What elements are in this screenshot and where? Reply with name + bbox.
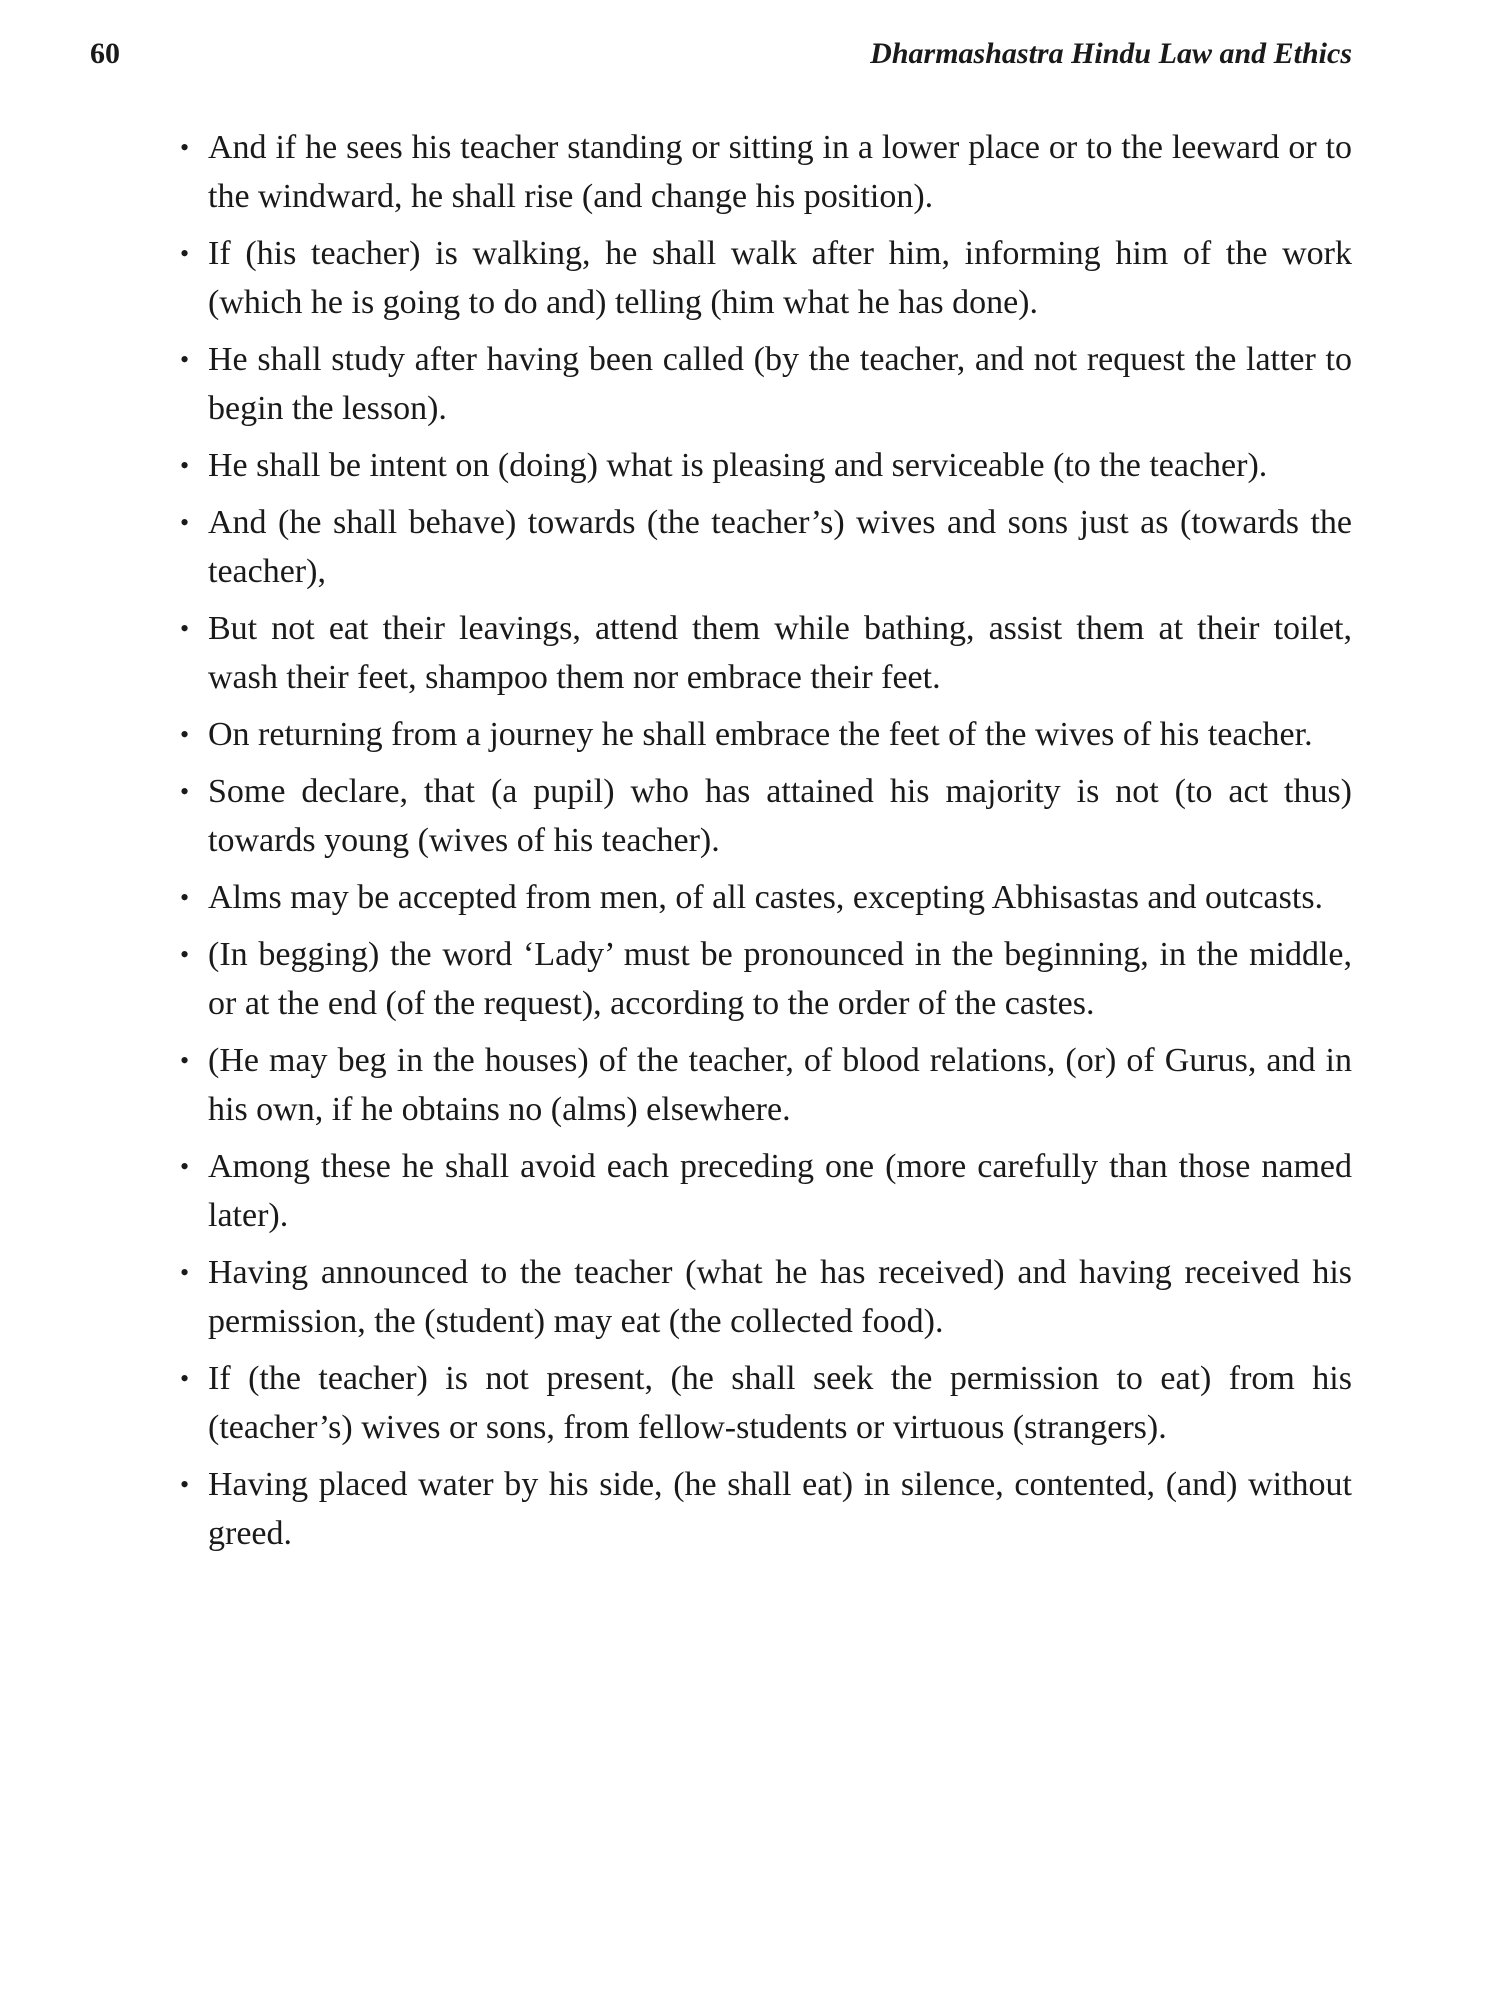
list-item-text: But not eat their leavings, attend them while bathing, assist them at their toilet, wash their feet, shampoo them nor embrace their feet. [208,610,1352,696]
list-item-text: Among these he shall avoid each preceding one (more carefully than those named later). [208,1148,1352,1234]
list-item [180,229,1352,327]
list-item [180,498,1352,596]
list-item [180,1248,1352,1346]
bullet-icon: • [180,1470,190,1499]
list-item-text: And if he sees his teacher standing or sitting in a lower place or to the leeward or to the windward, he shall rise (and change his position). [208,129,1352,215]
list-item [180,335,1352,433]
list-item-text: He shall be intent on (doing) what is pleasing and serviceable (to the teacher). [208,447,1268,484]
bullet-icon: • [180,720,190,749]
list-item [180,767,1352,865]
list-item [180,873,1352,922]
list-item-text: And (he shall behave) towards (the teacher’s) wives and sons just as (towards the teacher), [208,504,1352,590]
list-item [180,441,1352,490]
page-header [90,34,1352,74]
bullet-icon: • [180,614,190,643]
list-item [180,1036,1352,1134]
bullet-icon: • [180,883,190,912]
bullet-icon: • [180,1258,190,1287]
list-item-text: (He may beg in the houses) of the teacher, of blood relations, (or) of Gurus, and in his own, if he obtains no (alms) elsewhere. [208,1042,1352,1128]
list-item-text: If (his teacher) is walking, he shall walk after him, informing him of the work (which he is going to do and) telling (him what he has done). [208,235,1352,321]
bullet-icon: • [180,345,190,374]
bullet-icon: • [180,1364,190,1393]
bullet-list [180,123,1352,1558]
list-item-text: (In begging) the word ‘Lady’ must be pronounced in the beginning, in the middle, or at the end (of the request), according to the order of the castes. [208,936,1352,1022]
bullet-icon: • [180,133,190,162]
bullet-icon: • [180,1046,190,1075]
list-item [180,710,1352,759]
list-item [180,1460,1352,1558]
list-item-text: On returning from a journey he shall embrace the feet of the wives of his teacher. [208,716,1313,753]
list-item-text: Having announced to the teacher (what he has received) and having received his permission, the (student) may eat (the collected food). [208,1254,1352,1340]
list-item-text: If (the teacher) is not present, (he shall seek the permission to eat) from his (teacher’s) wives or sons, from fellow-students or virtuous (strangers). [208,1360,1352,1446]
page-number: 60 [90,37,120,70]
bullet-icon: • [180,451,190,480]
list-item [180,1354,1352,1452]
list-item-text: Having placed water by his side, (he shall eat) in silence, contented, (and) without greed. [208,1466,1352,1552]
list-item-text: He shall study after having been called (by the teacher, and not request the latter to begin the lesson). [208,341,1352,427]
list-item [180,930,1352,1028]
running-title: Dharmashastra Hindu Law and Ethics [870,37,1352,70]
list-item [180,604,1352,702]
bullet-icon: • [180,1152,190,1181]
list-item-text: Alms may be accepted from men, of all castes, excepting Abhisastas and outcasts. [208,879,1324,916]
list-item-text: Some declare, that (a pupil) who has attained his majority is not (to act thus) towards young (wives of his teacher). [208,773,1352,859]
bullet-icon: • [180,940,190,969]
bullet-icon: • [180,239,190,268]
bullet-icon: • [180,777,190,806]
list-item [180,1142,1352,1240]
page-body [180,123,1352,1566]
bullet-icon: • [180,508,190,537]
list-item [180,123,1352,221]
